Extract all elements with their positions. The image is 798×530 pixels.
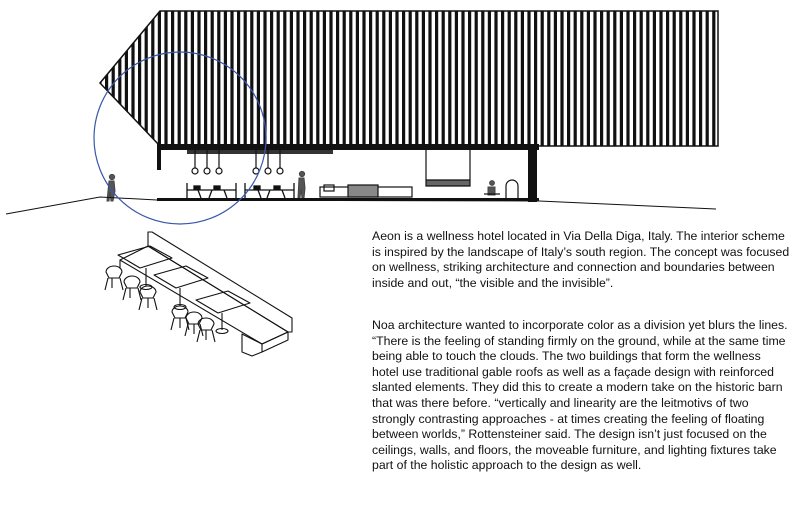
bench-backrest [148, 232, 292, 332]
bench-seat [120, 246, 288, 344]
description-paragraph-2: Noa architecture wanted to incorporate color as a division yet blurs the lines. “There is the feeling of standing firmly on the ground, while at the same time being able to touch the clouds. The two buildings that form the wellness hotel use traditional gable roofs as well as a façade design with reinforced slanted elements. They did this to create a modern take on the historic barn that was there before. “vertically and linearity are the leitmotivs of two strongly contrasting approaches - at times creating the feeling of floating between worlds,” Rottensteiner said. The design isn’t just focused on the ceilings, walls, and floors, the moveable furniture, and lighting fixtures take part of the holistic approach to the design as well. [372, 318, 788, 473]
iso-tables [118, 246, 250, 334]
bench-front [242, 332, 288, 356]
description-paragraph-1: Aeon is a wellness hotel located in Via Della Diga, Italy. The interior scheme is inspired by the landscape of Italy’s south region. The concept was focused on wellness, striking architecture and connection and boundaries between inside and out, “the visible and the invisible”. [372, 229, 790, 290]
